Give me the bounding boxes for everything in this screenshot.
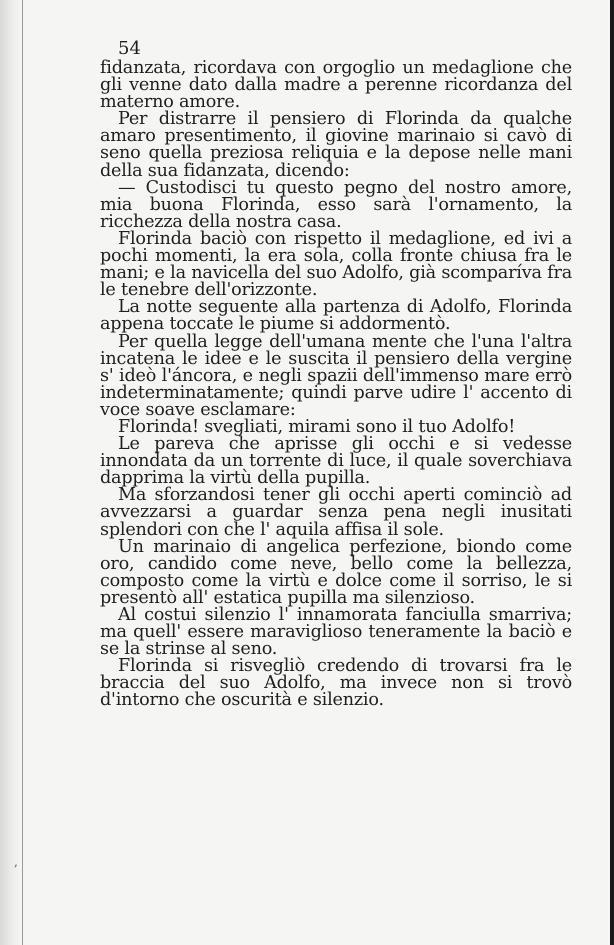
margin-mark: , <box>14 855 18 869</box>
page-gutter-shadow <box>0 0 20 945</box>
page-right-edge <box>610 0 614 945</box>
paragraph: Florinda! svegliati, mirami sono il tuo Adolfo! <box>118 416 516 437</box>
paragraph: Ma sforzandosi tener gli occhi aperti cominciò ad avvezzarsi a guardar senza pena negli inusitati splendori con che l' aquila affisa il sole. <box>100 485 572 540</box>
paragraph: Per distrarre il pensiero di Florinda da qualche amaro presentimento, il giovine marinaio si cavò di seno quella preziosa reliquia e la depose nelle mani della sua fidanzata, dicendo: <box>100 109 572 181</box>
page-margin-line <box>22 0 23 945</box>
paragraph: Un marinaio di angelica perfezione, biondo come oro, candido come neve, bello come la bellezza, composto come la virtù e dolce come il sorriso, le si presentò all' estatica pupilla ma silenzioso. <box>100 536 572 608</box>
paragraph: Le pareva che aprisse gli occhi e si vedesse innondata da un torrente di luce, il quale soverchiava dapprima la virtù della pupilla. <box>100 434 572 489</box>
paragraph: La notte seguente alla partenza di Adolfo, Florinda appena toccate le piume si addormentò. <box>100 297 572 335</box>
paragraph: fidanzata, ricordava con orgoglio un medaglione che gli venne dato dalla madre a perenne ricordanza del materno amore. <box>100 58 572 113</box>
paragraph: Florinda baciò con rispetto il medaglione, ed ivi a pochi momenti, la era sola, colla fronte chiusa fra le mani; e la navicella del suo Adolfo, già scomparíva fra le tenebre dell'orizzonte. <box>100 228 572 301</box>
paragraph: Al costui silenzio l' innamorata fanciulla smarriva; ma quell' essere maraviglioso teneramente la baciò e se la strinse al seno. <box>100 605 572 660</box>
page-number: 54 <box>118 38 141 59</box>
paragraph: — Custodisci tu questo pegno del nostro amore, mia buona Florinda, esso sarà l'ornamento, la ricchezza della nostra casa. <box>100 177 572 232</box>
page-body-text <box>100 60 572 710</box>
paragraph: Per quella legge dell'umana mente che l'una l'altra incatena le idee e le suscita il pensiero della vergine s' ideò l'áncora, e negli spazii dell'immenso mare errò indeterminatamente; quindi parve udire l' accento di voce soave esclamare: <box>100 331 572 420</box>
paragraph: Florinda si risvegliò credendo di trovarsi fra le braccia del suo Adolfo, ma invece non si trovò d'intorno che oscurità e silenzio. <box>100 656 572 711</box>
